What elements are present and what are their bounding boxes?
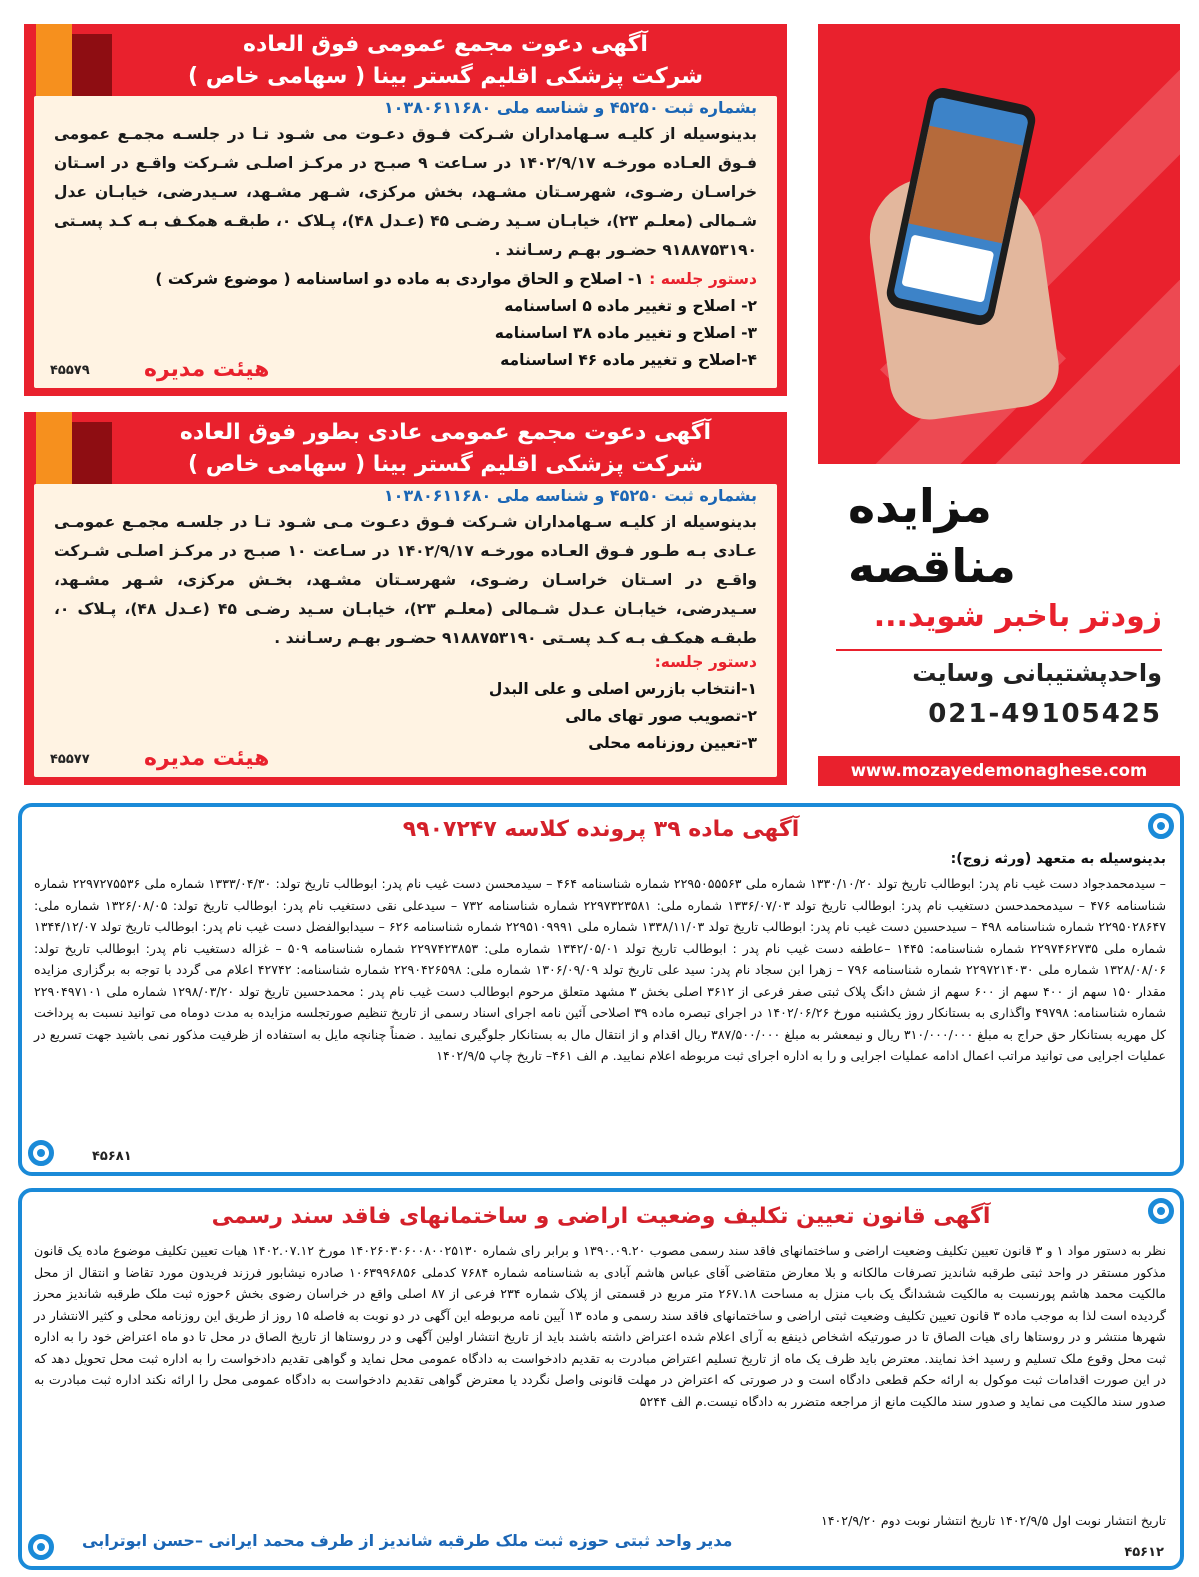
notice-paragraph: نظر به دستور مواد ۱ و ۳ قانون تعیین تکلیف وضعیت اراضی و ساختمانهای فاقد سند رسمی مصوب ۱۳۹۰.۰۹.۲۰ و برابر رای شماره ۱۴۰۲۶۰۳۰۶۰۰۸۰۰۲۵۱۳۰ مورخ ۱۴۰۲.۰۷.۱۲ هیات تعیین تکلیف موضوع ماده یک قانون مذکور مستقر در واحد ثبتی طرقبه شاندیز تصرفات مالکانه و بلا معارض متقاضی آقای عباس هاشم آبادی به شناسنامه شماره ۷۶۸۴ کدملی ۱۰۶۳۹۹۶۸۵۶ صادره نیشابور فرزند فریدون مورد تقاضا و انتقال از محل مالکیت محمد هاشم پورنسبت به مالکیت ششدانگ یک باب منزل به مساحت ۲۶۷.۱۸ متر مربع در قسمتی از پلاک شماره ۲۳۴ فرعی از ۸۷ اصلی واقع در خراسان رضوی بخش ۶حوزه ثبت ملک طرقبه شاندیز محرز گردیده است لذا به موجب ماده ۳ قانون تعیین تکلیف وضعیت ثبتی اراضی و ساختمانهای فاقد سند رسمی و ماده ۱۳ آیین نامه مربوطه این آگهی در دو نوبت به فاصله ۱۵ روز از طریق این روزنامه محلی و کثیر الانتشار در شهرها منتشر و در روستاها رای هیات الصاق تا در صورتیکه اشخاص ذینفع به آرای اعلام شده اعتراض داشته باشند باید از تاریخ انتشار اولین آگهی و در روستاها از تاریخ الصاق در محل تا دو ماه اعتراض خود را به اداره ثبت محل وقوع ملک تسلیم و رسید اخذ نمایند. معترض باید ظرف یک ماه از تاریخ تسلیم اعتراض مبادرت به تقدیم دادخواست به دادگاه عمومی محل نماید و گواهی تقدیم دادخواست را به اداره ثبت محل تحویل دهد که در این صورت اقدامات ثبت موکول به ارائه حکم قطعی دادگاه است و در صورتی که اعتراض در مهلت قانونی واصل نگردد یا معترض گواهی تقدیم دادخواست به دادگاه عمومی محل را ارائه نکند اداره ثبت مبادرت به صدور سند مالکیت می نماید و صدور سند مالکیت مانع از مراجعه متضرر به دادگاه نیست.م الف ۵۲۴۴ xyxy=(34,1243,1167,1409)
company-name: شرکت پزشکی اقلیم گستر بینا ( سهامی خاص ) xyxy=(188,452,703,477)
ad-code: ۴۵۵۷۹ xyxy=(50,363,90,378)
logo-text-mozayede: مزایده xyxy=(848,479,992,533)
notice-title: آگهی دعوت مجمع عمومی عادی بطور فوق العاده xyxy=(179,420,712,445)
registration-line: بشماره ثبت ۴۵۲۵۰ و شناسه ملی ۱۰۳۸۰۶۱۱۶۸۰ xyxy=(383,98,757,117)
divider xyxy=(836,649,1162,651)
notice-paragraph: بدینوسیله از کلیـه سـهامداران شـرکت فـوق دعـوت می شـود تـا در جلسـه مجمـع عمومی فـوق العـاده مورخـه ۱۴۰۲/۹/۱۷ در سـاعت ۹ صبـح در مرکـز اصلـی شـرکت واقـع در اسـتان خراسـان رضـوی، شهرسـتان مشـهد، بخش مرکزی، شـهر مشـهد، سـیدرضی، خیابـان عدل شـمالی (معلـم ۲۳)، خیابـان سـید رضـی ۴۵ (عـدل ۴۸)، پـلاک ۰، طبقـه همکـف بـه کـد پسـتی ۹۱۸۸۷۵۳۱۹۰ حضـور بهـم رسـانند . xyxy=(54,125,757,259)
registrar-signature: مدیر واحد ثبتی حوزه ثبت ملک طرقبه شاندیز از طرف محمد ایرانی –حسن ابوترابی xyxy=(82,1531,733,1550)
banner-slogan: زودتر باخبر شوید... xyxy=(873,599,1162,634)
notice-land-status xyxy=(18,1188,1184,1570)
agenda-item: ۴-اصلاح و تغییر ماده ۴۶ اساسنامه xyxy=(500,351,757,369)
notice-title: آگهی قانون تعیین تکلیف وضعیت اراضی و ساختمانهای فاقد سند رسمی xyxy=(211,1204,991,1229)
corner-swirl-icon xyxy=(28,1534,54,1560)
promo-banner xyxy=(818,24,1180,786)
agenda xyxy=(489,649,757,757)
agenda-item: ۲-تصویب صور تهای مالی xyxy=(565,707,757,725)
agenda-label: دستور جلسه: xyxy=(654,653,757,671)
support-unit-label: واحدپشتیبانی وسایت xyxy=(912,659,1162,687)
notice-extraordinary-meeting xyxy=(24,24,787,396)
agenda-item: ۳- اصلاح و تغییر ماده ۳۸ اساسنامه xyxy=(494,324,757,342)
agenda-item: ۱-انتخاب بازرس اصلی و علی البدل xyxy=(488,680,757,698)
agenda-item: ۲- اصلاح و تغییر ماده ۵ اساسنامه xyxy=(504,297,757,315)
logo-text-monaghese: مناقصه xyxy=(848,539,1016,593)
ad-code: ۴۵۵۷۷ xyxy=(50,752,90,767)
phone-number: 021-49105425 xyxy=(928,699,1162,729)
board-signature: هیئت مدیره xyxy=(144,746,270,771)
notice-article-39 xyxy=(18,803,1184,1176)
notice-title: آگهی دعوت مجمع عمومی فوق العاده xyxy=(243,32,648,57)
company-name: شرکت پزشکی اقلیم گستر بینا ( سهامی خاص ) xyxy=(188,64,703,89)
ad-code: ۴۵۶۱۲ xyxy=(1124,1545,1164,1560)
notice-paragraph: بدینوسیله از کلیـه سـهامداران شـرکت فـوق دعـوت مـی شـود تـا در جلسـه مجمـع عمومـی عـادی بـه طـور فـوق العـاده مورخـه ۱۴۰۲/۹/۱۷ در سـاعت ۱۰ صبـح در مرکـز اصلـی شـرکت واقـع در اسـتان خراسـان رضـوی، شهرسـتان مشـهد، بخـش مرکزی، شـهر مشـهد، سـیدرضی، خیابـان عـدل شـمالی (معلـم ۲۳)، خیابـان سـید رضـی ۴۵ (عـدل ۴۸)، پـلاک ۰، طبقـه همکـف بـه کـد پسـتی ۹۱۸۸۷۵۳۱۹۰ حضـور بهـم رسـانند . xyxy=(54,513,757,647)
board-signature: هیئت مدیره xyxy=(144,357,270,382)
agenda-item: ۳-تعیین روزنامه محلی xyxy=(588,734,757,752)
notice-paragraph: – سیدمحمدجواد دست غیب نام پدر: ابوطالب تاریخ تولد ۱۳۳۰/۱۰/۲۰ شماره ملی ۲۲۹۵۰۵۵۵۶۳ شماره شناسنامه ۴۶۴ – سیدمحسن دست غیب نام پدر: ابوطالب تاریخ تولد: ۱۳۳۳/۰۴/۳۰ شماره ملی ۲۲۹۷۲۷۵۵۳۶ شماره شناسنامه ۴۷۶ – سیدمحمدحسن دستغیب نام پدر: ابوطالب تاریخ تولد ۱۳۳۶/۰۷/۰۳ شماره ملی: ۲۲۹۷۳۲۳۵۸۱ شماره شناسنامه ۷۳۲ – سیدعلی نقی دستغیب نام پدر: ابوطالب تاریخ تولد: ۱۳۲۶/۰۸/۰۵ شماره ملی: ۲۲۹۵۰۲۸۶۴۷ شماره شناسنامه ۴۹۸ – سیدحسین دست غیب نام پدر: ابوطالب تاریخ تولد ۱۳۳۸/۱۱/۰۳ شماره ملی ۲۲۹۵۱۰۹۹۹۱ شماره شناسنامه ۶۲۶ – سیدابوالفضل دست غیب نام پدر: ابوطالب تاریخ تولد ۱۳۴۴/۱۲/۰۷ شماره ملی ۲۲۹۷۴۶۲۷۳۵ شماره شناسنامه: ۱۴۴۵ –عاطفه دست غیب نام پدر : ابوطالب تاریخ تولد ۱۳۴۲/۰۵/۰۱ شماره ملی: ۲۲۹۷۴۲۳۸۵۳ شماره شناسنامه ۵۰۹ – غزاله دستغیب نام پدر: ابوطالب تاریخ تولد: ۱۳۲۸/۰۸/۰۶ شماره ملی ۲۲۹۷۲۱۴۰۳۰ شماره شناسنامه ۷۹۶ – زهرا ابن سجاد نام پدر: سید علی تاریخ تولد ۱۳۰۶/۰۹/۰۹ شماره ملی: ۲۲۹۰۴۲۶۵۹۸ شماره شناسنامه: ۴۲۷۴۲ اعلام می گردد با توجه به برگزاری مزایده مقدار ۱۵۰ سهم از ۴۰۰ سهم از ۶۰۰ سهم از شش دانگ پلاک ثبتی صفر فرعی از ۳۶۱۲ اصلی بخش ۳ مشهد متعلق مرحوم ابوطالب دست غیب نام پدر : محمدحسین تاریخ تولد ۱۲۹۸/۰۳/۲۰ شماره ملی ۲۲۹۰۴۹۷۱۰۱ شماره شناسنامه: ۴۹۷۹۸ واگذاری به بستانکار روز یکشنبه مورخ ۱۴۰۲/۰۶/۲۶ در اجرای تبصره ماده ۳۹ اصلاحی آئین نامه اجرای اسناد رسمی از تاریخ تنظیم صورتجلسه مزایده به مدت دوماه می توانید نسبت به پرداخت کل مهریه بستانکار حق حراج به مبلغ ۳۱۰/۰۰۰/۰۰۰ ریال و نیمعشر به مبلغ ۳۸۷/۵۰۰/۰۰۰ ریال اقدام و از انتقال مال به بستانکار جلوگیری نمایید . ضمناً چنانچه مایل به استفاده از ظرفیت مذکور نمی باشید جهت تسریع در عملیات اجرایی می توانید مراتب اعمال ادامه عملیات اجرایی و را به اداره اجرای ثبت مربوطه اعلام نمایید. م الف ۴۶۱– تاریخ چاپ ۱۴۰۲/۹/۵ xyxy=(34,876,1167,1063)
registration-line: بشماره ثبت ۴۵۲۵۰ و شناسه ملی ۱۰۳۸۰۶۱۱۶۸۰ xyxy=(383,486,757,505)
notice-title: آگهی ماده ۳۹ پرونده کلاسه ۹۹۰۷۲۴۷ xyxy=(402,817,800,842)
notice-body-box xyxy=(34,484,777,777)
corner-swirl-icon xyxy=(28,1140,54,1166)
notice-body-box xyxy=(34,96,777,388)
notice-heading: بدینوسیله به متعهد (ورثه زوج): xyxy=(950,851,1166,867)
publication-dates: تاریخ انتشار نوبت اول ۱۴۰۲/۹/۵ تاریخ انتشار نوبت دوم ۱۴۰۲/۹/۲۰ xyxy=(821,1513,1166,1528)
ad-code: ۴۵۶۸۱ xyxy=(92,1149,132,1164)
website-link[interactable]: www.mozayedemonaghese.com xyxy=(850,761,1148,780)
agenda-item: ۱- اصلاح و الحاق مواردی به ماده دو اساسنامه ( موضوع شرکت ) xyxy=(155,270,644,288)
agenda-label: دستور جلسه : xyxy=(649,270,757,288)
notice-ordinary-meeting xyxy=(24,412,787,785)
